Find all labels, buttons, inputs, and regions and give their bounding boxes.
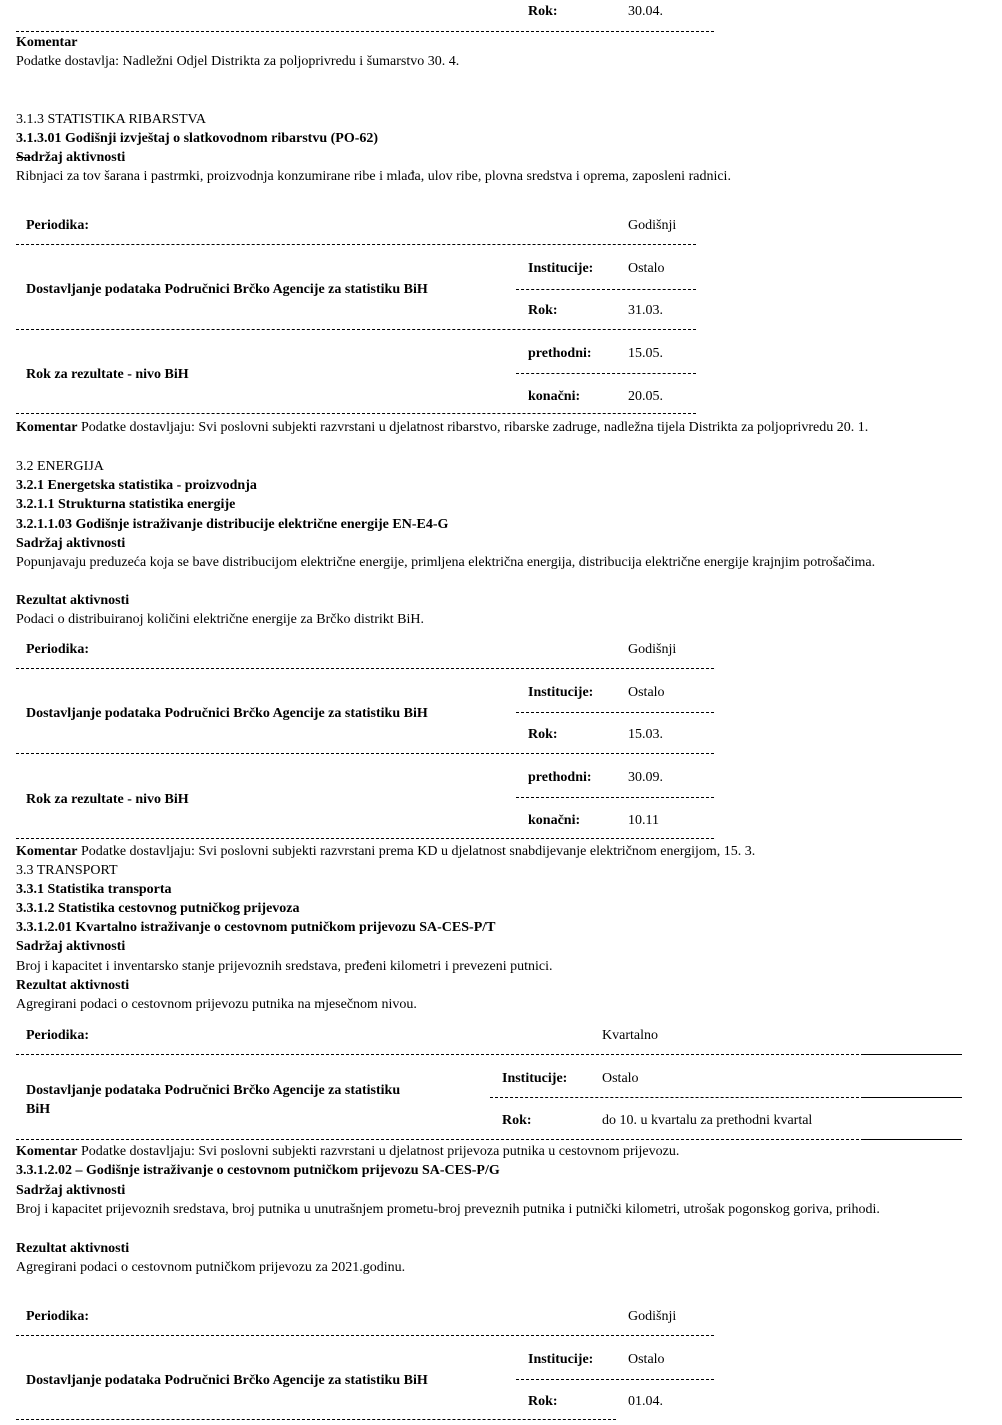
table-rule: [864, 1054, 962, 1055]
table-rule: [490, 1097, 864, 1098]
table-rule: [516, 1379, 714, 1380]
rezultati-label: Rok za rezultate - nivo BiH: [26, 367, 189, 382]
komentar-text: Podatke dostavlja: Nadležni Odjel Distrikta za poljoprivredu i šumarstvo 30. 4.: [16, 54, 460, 69]
table-rule: [16, 329, 696, 330]
rok-value: do 10. u kvartalu za prethodni kvartal: [602, 1113, 813, 1128]
prethodni-label: prethodni:: [528, 770, 592, 785]
rok-value: 15.03.: [628, 727, 663, 742]
table-rule: [516, 797, 714, 798]
periodika-label: Periodika:: [26, 1309, 89, 1324]
table-rule: [16, 1139, 864, 1140]
sadrzaj-label: [16, 148, 125, 167]
komentar-paragraph: [16, 842, 755, 861]
table-rule: [16, 244, 696, 245]
institucije-value: Ostalo: [628, 1352, 665, 1367]
periodika-label: Periodika:: [26, 642, 89, 657]
sadrzaj-text: Broj i kapacitet prijevoznih sredstava, broj putnika u unutrašnjem prometu-broj preveznih putnika i putnički kilometri, utrošak pogonskog goriva, prihodi.: [16, 1202, 880, 1217]
subsection-heading: 3.3.1.2 Statistika cestovnog putničkog prijevoza: [16, 901, 300, 916]
komentar-text: Podatke dostavljaju: Svi poslovni subjekti razvrstani u djelatnost prijevoza putnika u cestovnom prijevozu.: [80, 1144, 680, 1159]
rok-label: Rok:: [502, 1113, 532, 1128]
table-rule: [16, 31, 714, 32]
table-rule: [864, 1139, 962, 1140]
rezultat-label: Rezultat aktivnosti: [16, 593, 130, 608]
table-rule: [16, 838, 714, 839]
rezultat-label: Rezultat aktivnosti: [16, 978, 130, 993]
komentar-block: [16, 33, 77, 52]
institucije-value: Ostalo: [602, 1071, 639, 1086]
subsection-heading: 3.1.3.01 Godišnji izvještaj o slatkovodnom ribarstvu (PO-62): [16, 131, 379, 146]
institucije-label: Institucije:: [528, 1352, 594, 1367]
institucije-label: Institucije:: [528, 685, 594, 700]
table-rule: [16, 413, 696, 414]
strike-text: Sa: [16, 150, 31, 165]
institucije-value: Ostalo: [628, 685, 665, 700]
prethodni-value: 30.09.: [628, 770, 663, 785]
table-rule: [516, 373, 696, 374]
dostavljanje-label-line2: BiH: [26, 1102, 51, 1117]
rezultati-label: Rok za rezultate - nivo BiH: [26, 792, 189, 807]
sadrzaj-label: Sadržaj aktivnosti: [16, 536, 126, 551]
komentar-text: Podatke dostavljaju: Svi poslovni subjekti razvrstani prema KD u djelatnost snabdijevanje električnom energijom, 15. 3.: [80, 844, 756, 859]
konacni-label: konačni:: [528, 813, 581, 828]
subsection-heading: 3.2.1.1.03 Godišnje istraživanje distribucije električne energije EN-E4-G: [16, 517, 449, 532]
institucije-label: Institucije:: [502, 1071, 568, 1086]
table-rule: [516, 289, 696, 290]
sadrzaj-text: Ribnjaci za tov šarana i pastrmki, proizvodnja konzumirane ribe i mlađa, ulov ribe, plovna sredstva i oprema, zaposleni radnici.: [16, 169, 731, 184]
dostavljanje-label: Dostavljanje podataka Područnici Brčko Agencije za statistiku BiH: [26, 706, 428, 721]
rok-value: 01.04.: [628, 1394, 663, 1409]
rezultat-text: Agregirani podaci o cestovnom prijevozu putnika na mjesečnom nivou.: [16, 997, 417, 1012]
sadrzaj-label: Sadržaj aktivnosti: [16, 939, 126, 954]
table-rule: [516, 712, 714, 713]
section-heading: 3.2 ENERGIJA: [16, 459, 104, 474]
periodika-value: Godišnji: [628, 218, 677, 233]
konacni-value: 20.05.: [628, 389, 663, 404]
rok-label: Rok:: [528, 727, 558, 742]
subsection-heading: 3.3.1.2.01 Kvartalno istraživanje o cestovnom putničkom prijevozu SA-CES-P/T: [16, 920, 496, 935]
dostavljanje-label: Dostavljanje podataka Područnici Brčko Agencije za statistiku BiH: [26, 1373, 428, 1388]
table-rule: [16, 753, 714, 754]
table-rule: [16, 1335, 714, 1336]
dostavljanje-label: Dostavljanje podataka Područnici Brčko Agencije za statistiku BiH: [26, 282, 428, 297]
table-rule: [16, 668, 714, 669]
rok-label: Rok:: [528, 303, 558, 318]
periodika-value: Godišnji: [628, 1309, 677, 1324]
table-rule: [16, 1054, 864, 1055]
table-rule: [16, 1419, 616, 1420]
section-heading: 3.1.3 STATISTIKA RIBARSTVA: [16, 112, 206, 127]
sadrzaj-label: Sadržaj aktivnosti: [16, 1183, 126, 1198]
rok-value: 31.03.: [628, 303, 663, 318]
subsection-heading: 3.2.1.1 Strukturna statistika energije: [16, 497, 236, 512]
konacni-value: 10.11: [628, 813, 659, 828]
komentar-label: Komentar: [16, 35, 78, 50]
sadrzaj-text: Broj i kapacitet i inventarsko stanje prijevoznih sredstava, pređeni kilometri i prevezeni putnici.: [16, 959, 553, 974]
rok-value: 30.04.: [628, 4, 663, 19]
institucije-value: Ostalo: [628, 261, 665, 276]
komentar-label: Komentar: [16, 844, 78, 859]
subsection-heading: 3.3.1 Statistika transporta: [16, 882, 172, 897]
rezultat-text: Podaci o distribuiranoj količini električne energije za Brčko distrikt BiH.: [16, 612, 424, 627]
komentar-label: Komentar: [16, 420, 78, 435]
subsection-heading: 3.3.1.2.02 – Godišnje istraživanje o cestovnom putničkom prijevozu SA-CES-P/G: [16, 1163, 500, 1178]
prethodni-value: 15.05.: [628, 346, 663, 361]
konacni-label: konačni:: [528, 389, 581, 404]
sadrzaj-label-rest: držaj aktivnosti: [30, 150, 126, 165]
periodika-label: Periodika:: [26, 218, 89, 233]
periodika-value: Kvartalno: [602, 1028, 658, 1043]
institucije-label: Institucije:: [528, 261, 594, 276]
komentar-paragraph: [16, 418, 962, 437]
rok-label: Rok:: [528, 4, 558, 19]
komentar-text: Podatke dostavljaju: Svi poslovni subjekti razvrstani u djelatnost ribarstvo, ribarske zadruge, nadležna tijela Distrikta za poljoprivredu 20. 1.: [80, 420, 869, 435]
sadrzaj-text: Popunjavaju preduzeća koja se bave distribucijom električne energije, primljena električna energija, distribucija električne energije krajnjim potrošačima.: [16, 555, 876, 570]
prethodni-label: prethodni:: [528, 346, 592, 361]
rezultat-label: Rezultat aktivnosti: [16, 1241, 130, 1256]
dostavljanje-label-line1: Dostavljanje podataka Područnici Brčko Agencije za statistiku: [26, 1083, 401, 1098]
periodika-value: Godišnji: [628, 642, 677, 657]
periodika-label: Periodika:: [26, 1028, 89, 1043]
rezultat-text: Agregirani podaci o cestovnom putničkom prijevozu za 2021.godinu.: [16, 1260, 406, 1275]
section-heading: 3.3 TRANSPORT: [16, 863, 118, 878]
table-rule: [864, 1097, 962, 1098]
rok-label: Rok:: [528, 1394, 558, 1409]
komentar-label: Komentar: [16, 1144, 78, 1159]
komentar-paragraph: [16, 1142, 679, 1161]
subsection-heading: 3.2.1 Energetska statistika - proizvodnja: [16, 478, 257, 493]
